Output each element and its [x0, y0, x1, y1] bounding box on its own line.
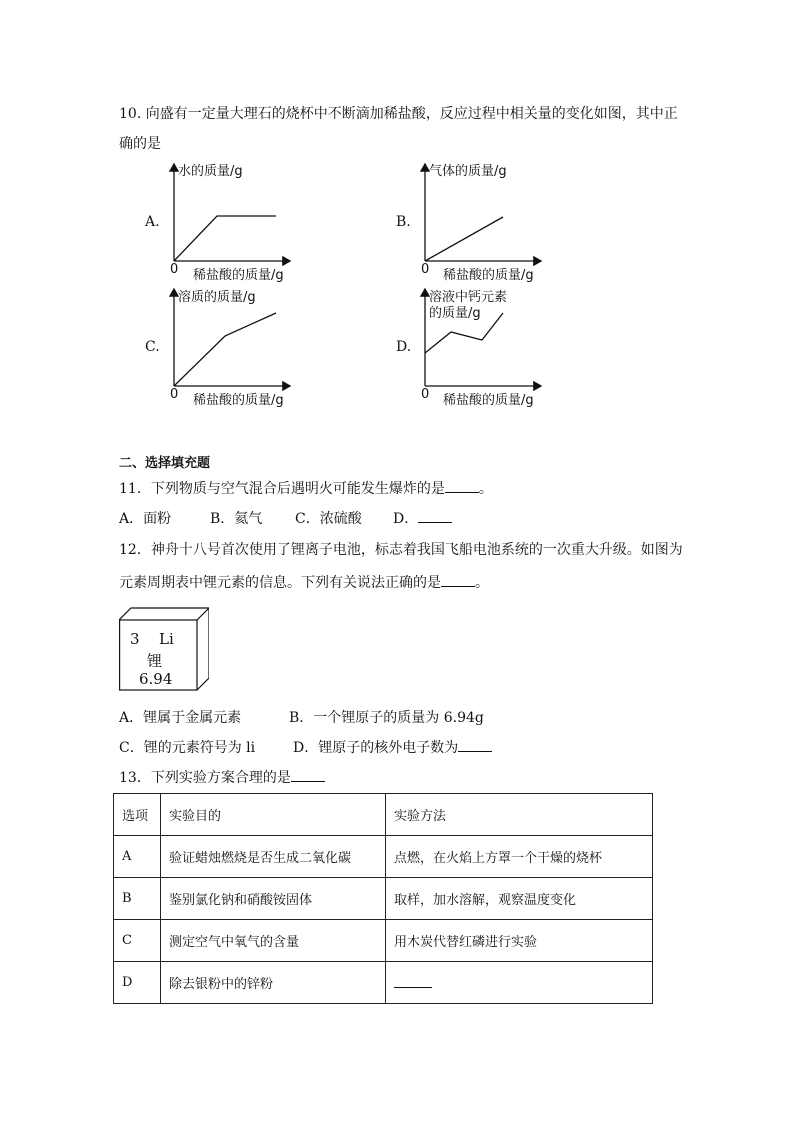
- graph-c-origin: 0: [170, 387, 179, 402]
- table-row: [114, 878, 653, 920]
- q12-option-d: [293, 737, 492, 757]
- section-title: 二、选择填充题: [119, 456, 211, 471]
- q11-option-d-label: D．: [393, 511, 419, 527]
- table-header-row: [114, 794, 653, 836]
- graph-a-letter: A.: [145, 214, 160, 230]
- table-row: [114, 920, 653, 962]
- graph-a-curve: [174, 216, 276, 261]
- table-cell: 验证蜡烛燃烧是否生成二氧化碳: [161, 836, 386, 878]
- table-header-cell: 选项: [114, 794, 161, 836]
- graph-b-ylabel: 气体的质量/g: [429, 164, 507, 179]
- graph-d-xlabel: 稀盐酸的质量/g: [443, 393, 534, 408]
- table-cell: A: [114, 836, 161, 878]
- q11-option-d: [393, 508, 452, 528]
- element-name: 锂: [147, 652, 163, 670]
- table-header-cell: 实验目的: [161, 794, 386, 836]
- graph-b-letter: B.: [396, 214, 411, 230]
- q13-answer-blank[interactable]: [291, 767, 325, 782]
- table-row: [114, 836, 653, 878]
- table-cell: B: [114, 878, 161, 920]
- graph-d-origin: 0: [421, 387, 430, 402]
- q10-stem-line1: 10. 向盛有一定量大理石的烧杯中不断滴加稀盐酸，反应过程中相关量的变化如图，其中正: [119, 106, 678, 122]
- q12-option-c: C．锂的元素符号为 li: [119, 740, 256, 756]
- table-cell: 除去银粉中的锌粉: [161, 962, 386, 1004]
- table-cell: C: [114, 920, 161, 962]
- graph-a-origin: 0: [170, 262, 179, 277]
- q11-stem: [119, 478, 493, 499]
- q11-option-d-blank[interactable]: [418, 508, 452, 523]
- q12-stem-line1: 12．神舟十八号首次使用了锂离子电池，标志着我国飞船电池系统的一次重大升级。如图为: [119, 542, 683, 558]
- q11-stem-end: 。: [478, 481, 493, 497]
- q11-option-c: C．浓硫酸: [295, 511, 362, 527]
- q12-stem-line2: [119, 572, 489, 593]
- q11-answer-blank[interactable]: [445, 478, 479, 493]
- table-cell: D: [114, 962, 161, 1004]
- q12-option-d-blank[interactable]: [458, 737, 492, 752]
- q13-stem-text: 13．下列实验方案合理的是: [119, 770, 291, 786]
- q12-stem-end: 。: [475, 575, 489, 591]
- graph-c-letter: C.: [145, 339, 160, 355]
- table-header-cell: 实验方法: [386, 794, 653, 836]
- q12-option-b: B．一个锂原子的质量为 6.94g: [289, 710, 484, 726]
- table-cell: 取样，加水溶解，观察温度变化: [386, 878, 653, 920]
- table-cell: 鉴别氯化钠和硝酸铵固体: [161, 878, 386, 920]
- q12-option-a: A．锂属于金属元素: [119, 710, 242, 726]
- q11-option-a: A．面粉: [119, 511, 172, 527]
- q10-stem-line2: 确的是: [119, 136, 161, 152]
- q12-option-d-label: D．锂原子的核外电子数为: [293, 740, 459, 756]
- graph-b-origin: 0: [421, 262, 430, 277]
- table-cell: 测定空气中氧气的含量: [161, 920, 386, 962]
- table-cell-answer[interactable]: [386, 962, 653, 1004]
- graph-c-ylabel: 溶质的质量/g: [178, 290, 256, 305]
- q11-stem-text: 11．下列物质与空气混合后遇明火可能发生爆炸的是: [119, 481, 445, 497]
- graph-a-ylabel: 水的质量/g: [178, 164, 243, 179]
- lithium-element-card: [119, 606, 209, 691]
- graph-d-ylabel-line1: 溶液中钙元素: [429, 290, 508, 305]
- q12-stem-line2-text: 元素周期表中锂元素的信息。下列有关说法正确的是: [119, 575, 441, 591]
- q12-answer-blank[interactable]: [441, 572, 475, 587]
- element-symbol: Li: [159, 630, 174, 648]
- graph-d-letter: D.: [396, 339, 412, 355]
- q11-option-b: B．氦气: [210, 511, 263, 527]
- graph-a-xlabel: 稀盐酸的质量/g: [193, 268, 284, 283]
- graph-c-xlabel: 稀盐酸的质量/g: [193, 393, 284, 408]
- q13-stem: [119, 767, 325, 788]
- element-atomic-number: 3: [130, 630, 140, 648]
- graph-b-xlabel: 稀盐酸的质量/g: [443, 268, 534, 283]
- table-cell: 用木炭代替红磷进行实验: [386, 920, 653, 962]
- table-cell: 点燃，在火焰上方罩一个干燥的烧杯: [386, 836, 653, 878]
- graph-b-curve: [425, 217, 503, 261]
- graph-d-ylabel-line2: 的质量/g: [429, 306, 481, 321]
- table-row: [114, 962, 653, 1004]
- q13-table-answer-blank[interactable]: [394, 973, 432, 988]
- experiment-table: [113, 793, 653, 1004]
- graph-c-curve: [174, 313, 276, 386]
- element-atomic-mass: 6.94: [139, 670, 173, 688]
